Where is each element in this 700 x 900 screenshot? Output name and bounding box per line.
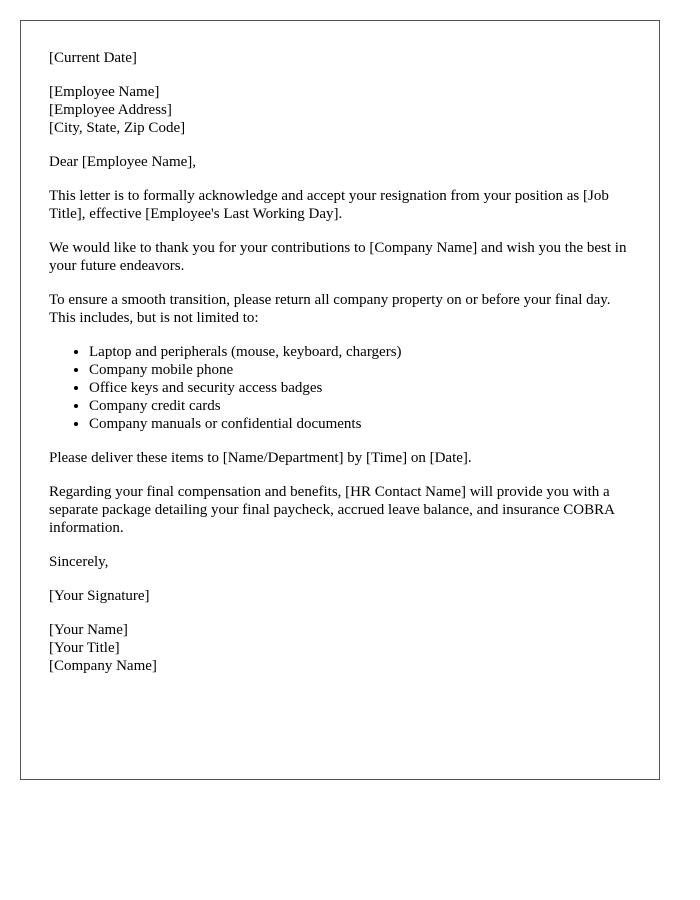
letter-date: [Current Date] [49, 50, 137, 66]
paragraph-thanks: We would like to thank you for your contributions to [Company Name] and wish you the best in your future endeavors. [49, 240, 627, 274]
sender-block [49, 621, 634, 675]
date-block [49, 49, 634, 67]
paragraph-acknowledgement: This letter is to formally acknowledge and accept your resignation from your position as [Job Title], effective [Employee's Last Working Day]. [49, 188, 609, 222]
property-list [49, 343, 634, 433]
list-item: • Laptop and peripherals (mouse, keyboard, chargers) [89, 343, 634, 361]
letter-page [20, 20, 660, 780]
closing: Sincerely, [49, 554, 109, 570]
paragraph-return-property: To ensure a smooth transition, please return all company property on or before your final day. This includes, but is not limited to: [49, 292, 611, 326]
paragraph-delivery-instructions: Please deliver these items to [Name/Department] by [Time] on [Date]. [49, 450, 472, 466]
letter-body [49, 49, 634, 691]
recipient-city-state-zip: [City, State, Zip Code] [49, 120, 186, 136]
recipient-name: [Employee Name] [49, 84, 160, 100]
list-item: • Company credit cards [89, 397, 634, 415]
signature-placeholder: [Your Signature] [49, 588, 150, 604]
recipient-address-block [49, 83, 634, 137]
sender-name: [Your Name] [49, 622, 128, 638]
salutation: Dear [Employee Name], [49, 154, 197, 170]
sender-company: [Company Name] [49, 658, 157, 674]
paragraph-compensation: Regarding your final compensation and benefits, [HR Contact Name] will provide you with a separate package detailing your final paycheck, accrued leave balance, and insurance COBRA information. [49, 484, 615, 536]
list-item: • Office keys and security access badges [89, 379, 634, 397]
list-item: • Company manuals or confidential documents [89, 415, 634, 433]
list-item: • Company mobile phone [89, 361, 634, 379]
sender-title: [Your Title] [49, 640, 120, 656]
recipient-address: [Employee Address] [49, 102, 172, 118]
